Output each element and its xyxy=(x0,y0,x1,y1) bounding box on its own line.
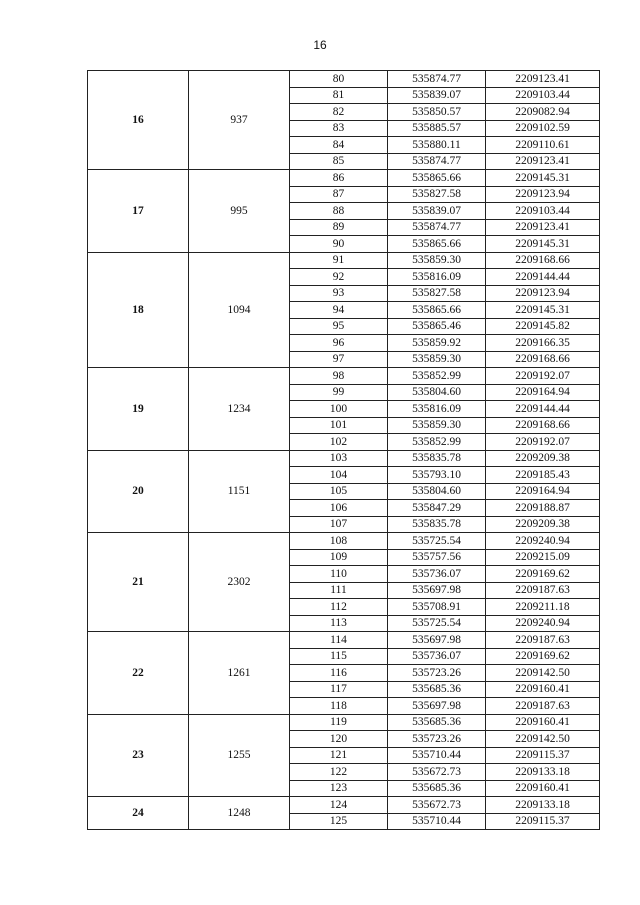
point-number-cell: 109 xyxy=(290,549,388,566)
y-coordinate-cell: 2209240.94 xyxy=(486,615,600,632)
x-coordinate-cell: 535880.11 xyxy=(388,137,486,154)
table-row xyxy=(88,368,600,385)
coordinates-table xyxy=(87,70,600,830)
y-coordinate-cell: 2209160.41 xyxy=(486,714,600,731)
x-coordinate-cell: 535697.98 xyxy=(388,698,486,715)
area-cell: 2302 xyxy=(189,533,290,632)
x-coordinate-cell: 535839.07 xyxy=(388,87,486,104)
area-cell: 1234 xyxy=(189,368,290,451)
y-coordinate-cell: 2209145.82 xyxy=(486,318,600,335)
lot-number-cell: 16 xyxy=(88,71,189,170)
x-coordinate-cell: 535827.58 xyxy=(388,285,486,302)
x-coordinate-cell: 535835.78 xyxy=(388,516,486,533)
point-number-cell: 120 xyxy=(290,731,388,748)
y-coordinate-cell: 2209160.41 xyxy=(486,681,600,698)
x-coordinate-cell: 535865.66 xyxy=(388,302,486,319)
y-coordinate-cell: 2209145.31 xyxy=(486,302,600,319)
x-coordinate-cell: 535723.26 xyxy=(388,665,486,682)
point-number-cell: 90 xyxy=(290,236,388,253)
x-coordinate-cell: 535859.30 xyxy=(388,417,486,434)
x-coordinate-cell: 535685.36 xyxy=(388,780,486,797)
x-coordinate-cell: 535874.77 xyxy=(388,153,486,170)
area-cell: 1248 xyxy=(189,797,290,830)
x-coordinate-cell: 535865.66 xyxy=(388,170,486,187)
point-number-cell: 113 xyxy=(290,615,388,632)
y-coordinate-cell: 2209144.44 xyxy=(486,401,600,418)
point-number-cell: 125 xyxy=(290,813,388,830)
x-coordinate-cell: 535835.78 xyxy=(388,450,486,467)
point-number-cell: 81 xyxy=(290,87,388,104)
y-coordinate-cell: 2209115.37 xyxy=(486,747,600,764)
y-coordinate-cell: 2209142.50 xyxy=(486,665,600,682)
x-coordinate-cell: 535672.73 xyxy=(388,764,486,781)
x-coordinate-cell: 535710.44 xyxy=(388,813,486,830)
x-coordinate-cell: 535725.54 xyxy=(388,615,486,632)
y-coordinate-cell: 2209187.63 xyxy=(486,632,600,649)
x-coordinate-cell: 535852.99 xyxy=(388,434,486,451)
x-coordinate-cell: 535725.54 xyxy=(388,533,486,550)
table-row xyxy=(88,714,600,731)
area-cell: 995 xyxy=(189,170,290,253)
point-number-cell: 83 xyxy=(290,120,388,137)
table-row xyxy=(88,71,600,88)
point-number-cell: 105 xyxy=(290,483,388,500)
x-coordinate-cell: 535865.46 xyxy=(388,318,486,335)
y-coordinate-cell: 2209145.31 xyxy=(486,170,600,187)
x-coordinate-cell: 535697.98 xyxy=(388,582,486,599)
y-coordinate-cell: 2209145.31 xyxy=(486,236,600,253)
y-coordinate-cell: 2209160.41 xyxy=(486,780,600,797)
x-coordinate-cell: 535757.56 xyxy=(388,549,486,566)
point-number-cell: 112 xyxy=(290,599,388,616)
point-number-cell: 100 xyxy=(290,401,388,418)
y-coordinate-cell: 2209142.50 xyxy=(486,731,600,748)
y-coordinate-cell: 2209103.44 xyxy=(486,87,600,104)
y-coordinate-cell: 2209185.43 xyxy=(486,467,600,484)
x-coordinate-cell: 535708.91 xyxy=(388,599,486,616)
area-cell: 1094 xyxy=(189,252,290,368)
point-number-cell: 101 xyxy=(290,417,388,434)
point-number-cell: 111 xyxy=(290,582,388,599)
y-coordinate-cell: 2209164.94 xyxy=(486,384,600,401)
lot-number-cell: 24 xyxy=(88,797,189,830)
table-row xyxy=(88,797,600,814)
point-number-cell: 104 xyxy=(290,467,388,484)
x-coordinate-cell: 535710.44 xyxy=(388,747,486,764)
table-row xyxy=(88,632,600,649)
point-number-cell: 110 xyxy=(290,566,388,583)
y-coordinate-cell: 2209168.66 xyxy=(486,252,600,269)
y-coordinate-cell: 2209115.37 xyxy=(486,813,600,830)
point-number-cell: 98 xyxy=(290,368,388,385)
point-number-cell: 114 xyxy=(290,632,388,649)
lot-number-cell: 18 xyxy=(88,252,189,368)
area-cell: 1261 xyxy=(189,632,290,715)
y-coordinate-cell: 2209240.94 xyxy=(486,533,600,550)
point-number-cell: 97 xyxy=(290,351,388,368)
point-number-cell: 95 xyxy=(290,318,388,335)
point-number-cell: 91 xyxy=(290,252,388,269)
page-number: 16 xyxy=(313,38,327,52)
x-coordinate-cell: 535793.10 xyxy=(388,467,486,484)
y-coordinate-cell: 2209133.18 xyxy=(486,764,600,781)
x-coordinate-cell: 535816.09 xyxy=(388,401,486,418)
lot-number-cell: 21 xyxy=(88,533,189,632)
y-coordinate-cell: 2209166.35 xyxy=(486,335,600,352)
y-coordinate-cell: 2209187.63 xyxy=(486,698,600,715)
point-number-cell: 115 xyxy=(290,648,388,665)
table-row xyxy=(88,252,600,269)
point-number-cell: 86 xyxy=(290,170,388,187)
x-coordinate-cell: 535852.99 xyxy=(388,368,486,385)
y-coordinate-cell: 2209123.94 xyxy=(486,285,600,302)
y-coordinate-cell: 2209211.18 xyxy=(486,599,600,616)
lot-number-cell: 20 xyxy=(88,450,189,533)
y-coordinate-cell: 2209082.94 xyxy=(486,104,600,121)
y-coordinate-cell: 2209164.94 xyxy=(486,483,600,500)
point-number-cell: 103 xyxy=(290,450,388,467)
lot-number-cell: 19 xyxy=(88,368,189,451)
x-coordinate-cell: 535839.07 xyxy=(388,203,486,220)
point-number-cell: 119 xyxy=(290,714,388,731)
y-coordinate-cell: 2209209.38 xyxy=(486,450,600,467)
point-number-cell: 80 xyxy=(290,71,388,88)
y-coordinate-cell: 2209169.62 xyxy=(486,648,600,665)
point-number-cell: 82 xyxy=(290,104,388,121)
y-coordinate-cell: 2209168.66 xyxy=(486,351,600,368)
y-coordinate-cell: 2209192.07 xyxy=(486,434,600,451)
point-number-cell: 123 xyxy=(290,780,388,797)
point-number-cell: 96 xyxy=(290,335,388,352)
y-coordinate-cell: 2209123.94 xyxy=(486,186,600,203)
x-coordinate-cell: 535736.07 xyxy=(388,566,486,583)
x-coordinate-cell: 535865.66 xyxy=(388,236,486,253)
x-coordinate-cell: 535850.57 xyxy=(388,104,486,121)
y-coordinate-cell: 2209187.63 xyxy=(486,582,600,599)
x-coordinate-cell: 535847.29 xyxy=(388,500,486,517)
point-number-cell: 117 xyxy=(290,681,388,698)
y-coordinate-cell: 2209102.59 xyxy=(486,120,600,137)
table-row xyxy=(88,450,600,467)
y-coordinate-cell: 2209123.41 xyxy=(486,153,600,170)
table-row xyxy=(88,170,600,187)
y-coordinate-cell: 2209144.44 xyxy=(486,269,600,286)
x-coordinate-cell: 535874.77 xyxy=(388,219,486,236)
point-number-cell: 84 xyxy=(290,137,388,154)
y-coordinate-cell: 2209168.66 xyxy=(486,417,600,434)
x-coordinate-cell: 535723.26 xyxy=(388,731,486,748)
point-number-cell: 108 xyxy=(290,533,388,550)
point-number-cell: 106 xyxy=(290,500,388,517)
point-number-cell: 89 xyxy=(290,219,388,236)
y-coordinate-cell: 2209169.62 xyxy=(486,566,600,583)
point-number-cell: 102 xyxy=(290,434,388,451)
x-coordinate-cell: 535816.09 xyxy=(388,269,486,286)
x-coordinate-cell: 535685.36 xyxy=(388,714,486,731)
y-coordinate-cell: 2209215.09 xyxy=(486,549,600,566)
area-cell: 1255 xyxy=(189,714,290,797)
point-number-cell: 122 xyxy=(290,764,388,781)
area-cell: 937 xyxy=(189,71,290,170)
point-number-cell: 99 xyxy=(290,384,388,401)
x-coordinate-cell: 535697.98 xyxy=(388,632,486,649)
point-number-cell: 92 xyxy=(290,269,388,286)
point-number-cell: 87 xyxy=(290,186,388,203)
point-number-cell: 124 xyxy=(290,797,388,814)
lot-number-cell: 22 xyxy=(88,632,189,715)
point-number-cell: 94 xyxy=(290,302,388,319)
x-coordinate-cell: 535859.92 xyxy=(388,335,486,352)
x-coordinate-cell: 535859.30 xyxy=(388,351,486,368)
y-coordinate-cell: 2209209.38 xyxy=(486,516,600,533)
x-coordinate-cell: 535827.58 xyxy=(388,186,486,203)
point-number-cell: 121 xyxy=(290,747,388,764)
x-coordinate-cell: 535804.60 xyxy=(388,384,486,401)
point-number-cell: 118 xyxy=(290,698,388,715)
point-number-cell: 85 xyxy=(290,153,388,170)
table-row xyxy=(88,533,600,550)
x-coordinate-cell: 535874.77 xyxy=(388,71,486,88)
x-coordinate-cell: 535672.73 xyxy=(388,797,486,814)
point-number-cell: 93 xyxy=(290,285,388,302)
y-coordinate-cell: 2209103.44 xyxy=(486,203,600,220)
x-coordinate-cell: 535885.57 xyxy=(388,120,486,137)
y-coordinate-cell: 2209110.61 xyxy=(486,137,600,154)
x-coordinate-cell: 535685.36 xyxy=(388,681,486,698)
x-coordinate-cell: 535804.60 xyxy=(388,483,486,500)
point-number-cell: 107 xyxy=(290,516,388,533)
x-coordinate-cell: 535736.07 xyxy=(388,648,486,665)
point-number-cell: 116 xyxy=(290,665,388,682)
y-coordinate-cell: 2209192.07 xyxy=(486,368,600,385)
y-coordinate-cell: 2209188.87 xyxy=(486,500,600,517)
y-coordinate-cell: 2209123.41 xyxy=(486,219,600,236)
y-coordinate-cell: 2209133.18 xyxy=(486,797,600,814)
x-coordinate-cell: 535859.30 xyxy=(388,252,486,269)
lot-number-cell: 23 xyxy=(88,714,189,797)
area-cell: 1151 xyxy=(189,450,290,533)
coordinates-table-body xyxy=(88,71,600,830)
point-number-cell: 88 xyxy=(290,203,388,220)
y-coordinate-cell: 2209123.41 xyxy=(486,71,600,88)
lot-number-cell: 17 xyxy=(88,170,189,253)
